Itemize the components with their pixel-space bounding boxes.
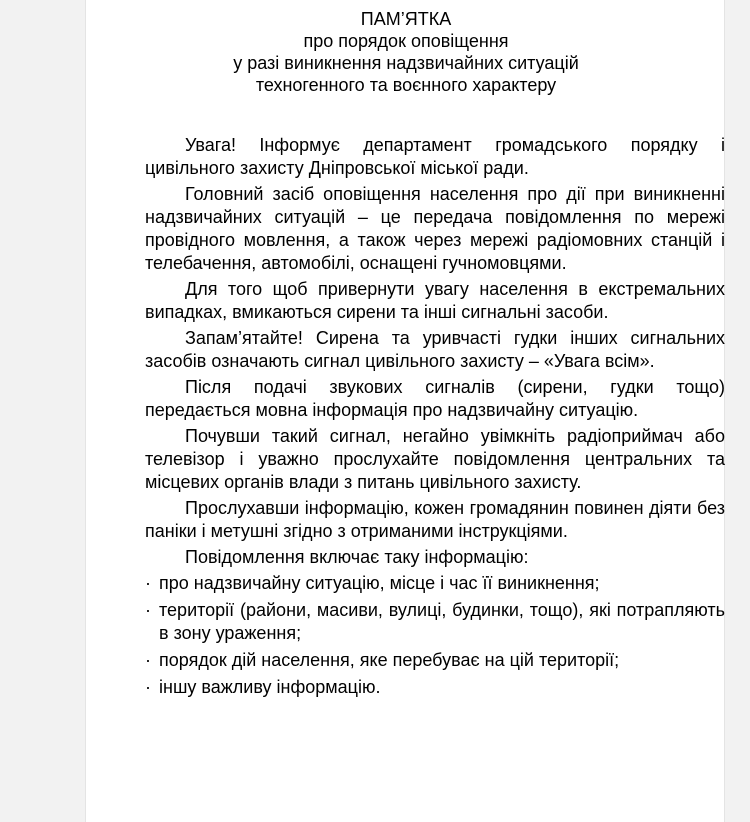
bullet-icon: · xyxy=(145,650,151,670)
bullet-icon: · xyxy=(145,573,151,593)
paragraph-main-means: Головний засіб оповіщення населення про дії при виникненні надзвичайних ситуацій – це передача повідомлення по мережі провідного мовлення, а також через мережі радіомовних станцій і телебачення, автомобілі, оснащені гучномовцями. xyxy=(145,184,725,273)
paragraph-sirens: Для того щоб привернути увагу населення в екстремальних випадках, вмикаються сирени та інші сигнальні засоби. xyxy=(145,279,725,322)
paragraph-after-signals: Після подачі звукових сигналів (сирени, гудки тощо) передається мовна інформація про надзвичайну ситуацію. xyxy=(145,377,725,420)
paragraph-remember: Запам’ятайте! Сирена та уривчасті гудки інших сигнальних засобів означають сигнал цивільного захисту – «Увага всім». xyxy=(145,328,725,371)
subtitle-line-1: про порядок оповіщення xyxy=(303,31,509,51)
subtitle-line-3: техногенного та воєнного характеру xyxy=(255,75,557,95)
list-item xyxy=(145,599,725,645)
paragraph-after-listening: Прослухавши інформацію, кожен громадянин повинен діяти без паніки і метушні згідно з отриманими інструкціями. xyxy=(145,498,725,541)
list-item-text: іншу важливу інформацію. xyxy=(159,677,381,697)
list-item xyxy=(145,572,725,595)
paragraph-attention: Увага! Інформує департамент громадського порядку і цивільного захисту Дніпровської міської ради. xyxy=(145,135,725,178)
document-body xyxy=(145,134,725,703)
subtitle-line-2: у разі виникнення надзвичайних ситуацій xyxy=(233,53,579,73)
document-page xyxy=(85,0,725,822)
bullet-icon: · xyxy=(145,600,151,620)
list-intro: Повідомлення включає таку інформацію: xyxy=(185,547,529,567)
paragraph-hearing-signal: Почувши такий сигнал, негайно увімкніть радіоприймач або телевізор і уважно прослухайте повідомлення центральних та місцевих органів влади з питань цивільного захисту. xyxy=(145,426,725,492)
bullet-icon: · xyxy=(145,677,151,697)
list-item-text: території (райони, масиви, вулиці, будинки, тощо), які потрапляють в зону ураження; xyxy=(159,600,725,643)
list-item xyxy=(145,676,725,699)
list-item xyxy=(145,649,725,672)
list-item-text: порядок дій населення, яке перебуває на цій території; xyxy=(159,650,620,670)
list-item-text: про надзвичайну ситуацію, місце і час її виникнення; xyxy=(159,573,600,593)
document-title: ПАМ’ЯТКА xyxy=(360,9,452,29)
information-list xyxy=(145,572,725,699)
document-header xyxy=(86,8,726,96)
